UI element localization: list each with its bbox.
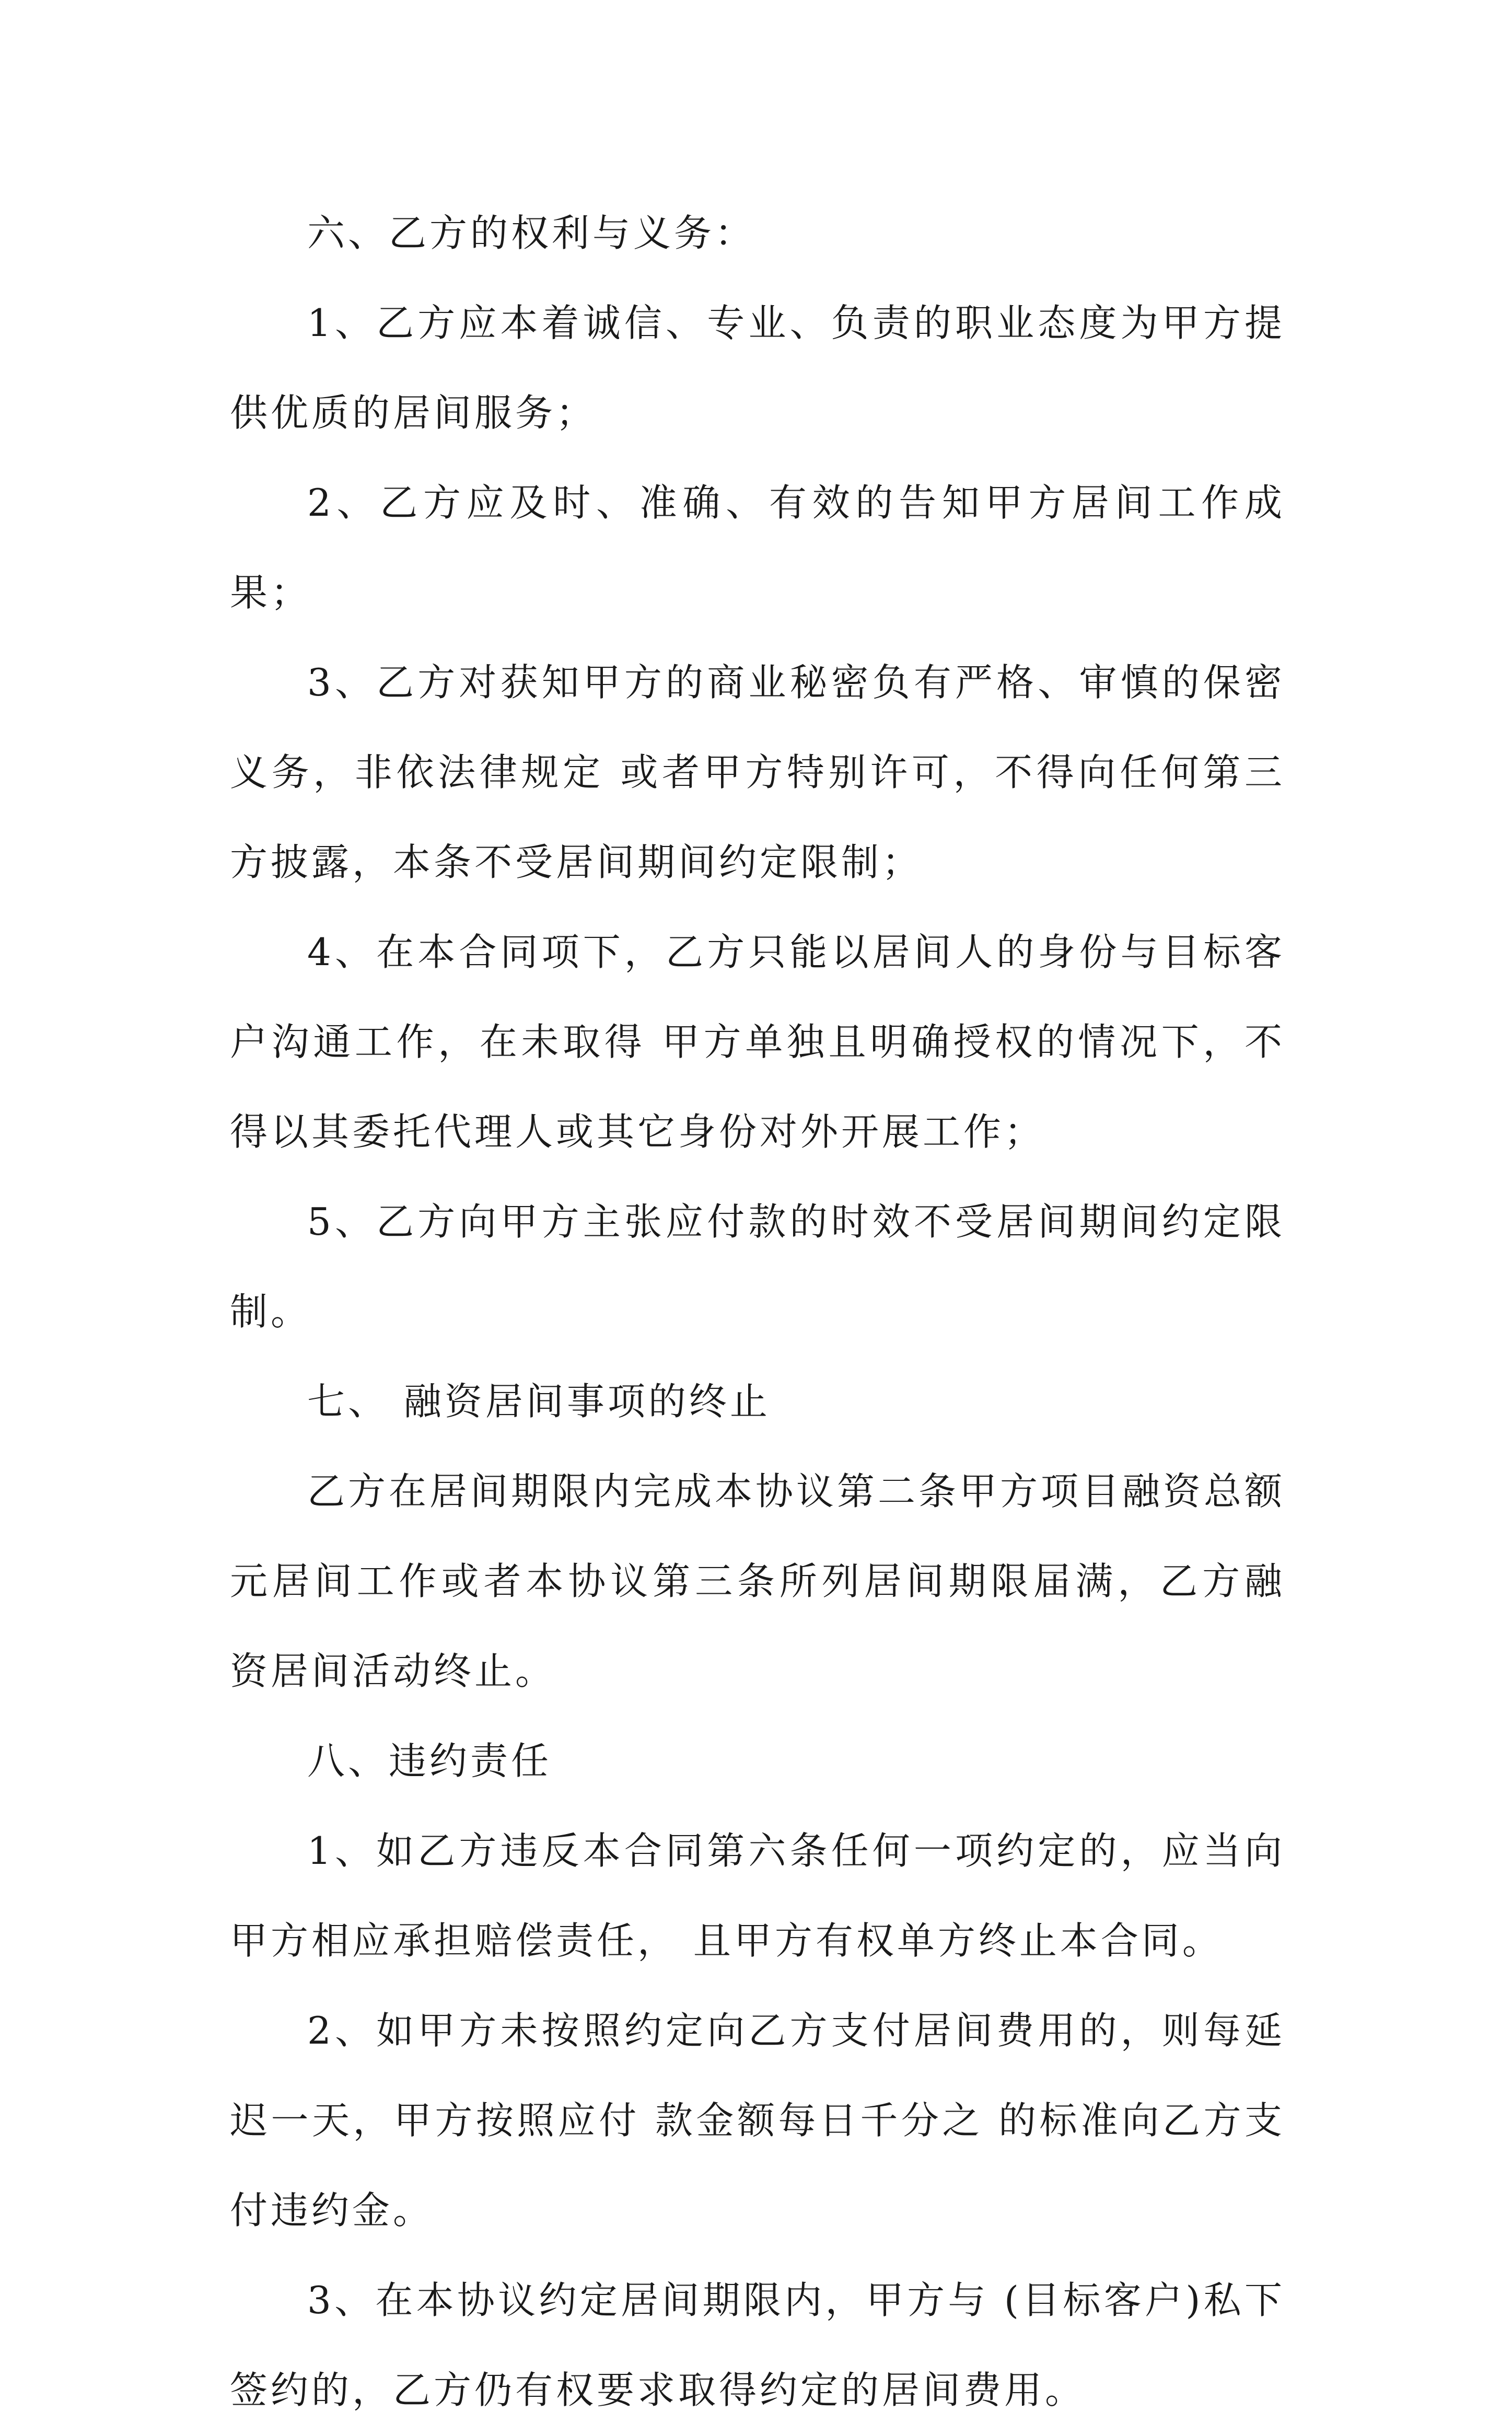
document-body: [230, 188, 1300, 2435]
clause-8-1: 1、如乙方违反本合同第六条任何一项约定的，应当向甲方相应承担赔偿责任， 且甲方有权单方终止本合同。: [230, 1829, 1285, 1963]
clause-6-4: 4、在本合同项下，乙方只能以居间人的身份与目标客户沟通工作，在未取得 甲方单独且明确授权的情况下，不得以其委托代理人或其它身份对外开展工作；: [230, 930, 1285, 1154]
clause-6-3: 3、乙方对获知甲方的商业秘密负有严格、审慎的保密义务，非依法律规定 或者甲方特别许可，不得向任何第三方披露，本条不受居间期间约定限制；: [230, 660, 1285, 884]
heading-section-6: 六、乙方的权利与义务：: [307, 211, 756, 255]
clause-8-3: 3、在本协议约定居间期限内，甲方与 (目标客户)私下签约的，乙方仍有权要求取得约定的居间费用。: [230, 2278, 1285, 2412]
clause-6-5: 5、乙方向甲方主张应付款的时效不受居间期间约定限制。: [230, 1200, 1285, 1334]
heading-section-8: 八、违约责任: [307, 1739, 552, 1783]
clause-7-body: 乙方在居间期限内完成本协议第二条甲方项目融资总额 元居间工作或者本协议第三条所列居间期限届满，乙方融资居间活动终止。: [230, 1469, 1300, 1693]
clause-6-2: 2、乙方应及时、准确、有效的告知甲方居间工作成果；: [230, 481, 1285, 614]
heading-section-7: 七、 融资居间事项的终止: [307, 1379, 771, 1423]
clause-8-2: 2、如甲方未按照约定向乙方支付居间费用的，则每延迟一天，甲方按照应付 款金额每日千分之 的标准向乙方支付违约金。: [230, 2009, 1285, 2232]
clause-6-1: 1、乙方应本着诚信、专业、负责的职业态度为甲方提供优质的居间服务；: [230, 301, 1285, 435]
